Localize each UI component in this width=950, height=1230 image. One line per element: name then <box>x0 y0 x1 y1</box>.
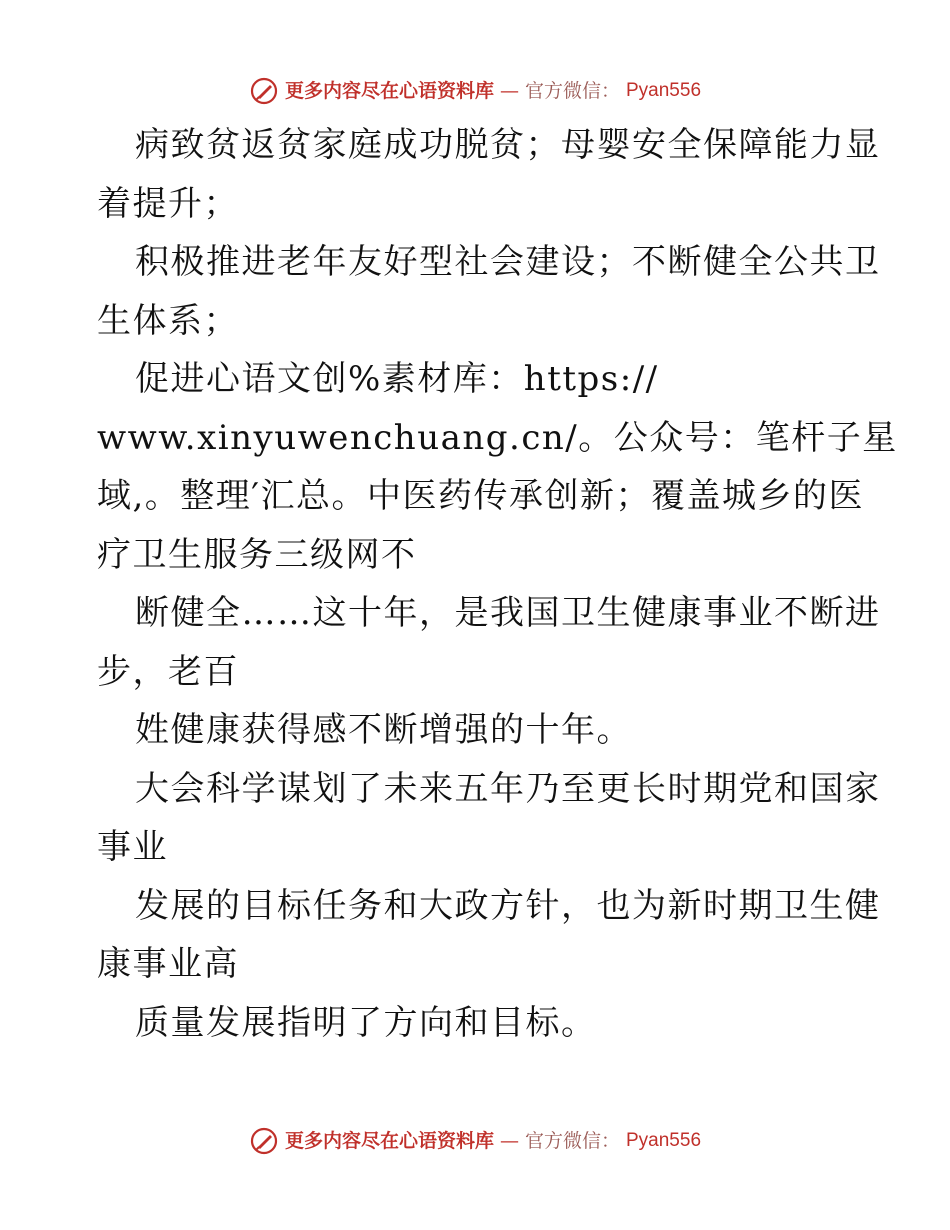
header-banner <box>0 76 950 106</box>
banner-dash: — <box>499 80 519 102</box>
text-line: 康事业高 <box>97 944 239 984</box>
text-line: 积极推进老年友好型社会建设；不断健全公共卫 <box>135 242 881 282</box>
text-line: 域,。整理′汇总。中医药传承创新；覆盖城乡的医 <box>97 476 865 516</box>
banner-dash: — <box>499 1130 519 1152</box>
banner-main-text: 更多内容尽在心语资料库 <box>284 80 494 102</box>
text-line: 质量发展指明了方向和目标。 <box>135 1002 597 1043</box>
text-line: 着提升； <box>97 183 239 224</box>
text-line: 断健全……这十年，是我国卫生健康事业不断进 <box>135 593 881 633</box>
text-line: 姓健康获得感不断增强的十年。 <box>135 710 632 750</box>
document-body <box>97 116 898 1052</box>
text-line: 步，老百 <box>97 651 239 692</box>
text-line: www.xinyuwenchuang.cn/。公众号：笔杆子星 <box>97 417 898 458</box>
body-text <box>97 116 898 1052</box>
banner-wechat-id: Pyan556 <box>626 1130 702 1151</box>
banner-wechat-label: 官方微信： <box>524 1130 620 1152</box>
text-line: 大会科学谋划了未来五年乃至更长时期党和国家 <box>135 768 881 809</box>
quill-logo-icon <box>249 1126 279 1156</box>
text-line: 促进心语文创%素材库：https:// <box>135 359 659 399</box>
text-line: 事业 <box>97 827 168 867</box>
text-line: 生体系； <box>97 300 239 341</box>
text-line: 疗卫生服务三级网不 <box>97 534 417 575</box>
banner-main-text: 更多内容尽在心语资料库 <box>284 1130 494 1152</box>
text-line: 发展的目标任务和大政方针，也为新时期卫生健 <box>135 885 881 926</box>
quill-logo-icon <box>249 76 279 106</box>
text-line: 病致贫返贫家庭成功脱贫；母婴安全保障能力显 <box>135 125 881 165</box>
footer-banner <box>0 1126 950 1156</box>
banner-wechat-label: 官方微信： <box>524 80 620 102</box>
banner-wechat-id: Pyan556 <box>626 80 702 101</box>
